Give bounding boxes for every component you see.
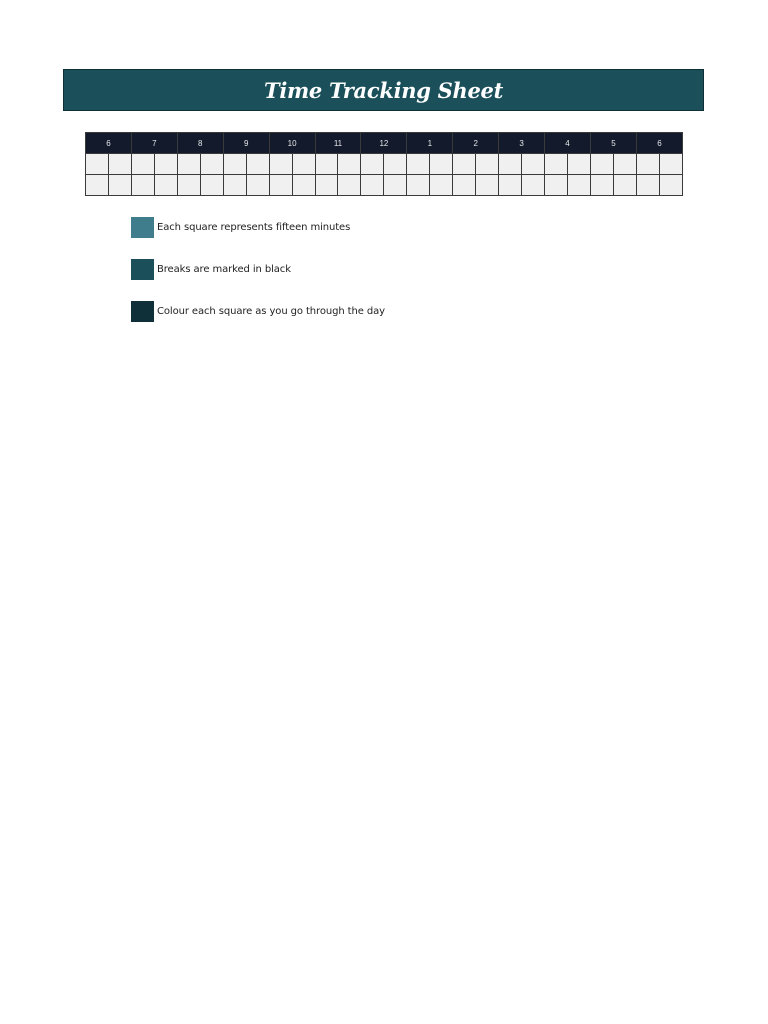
time-slot-cell[interactable] <box>246 154 269 175</box>
time-slot-cell[interactable] <box>223 154 246 175</box>
time-slot-cell[interactable] <box>659 154 682 175</box>
title-banner <box>63 69 704 111</box>
time-slot-cell[interactable] <box>522 154 545 175</box>
hour-label: 3 <box>499 133 545 154</box>
time-slot-cell[interactable] <box>246 175 269 196</box>
time-slot-cell[interactable] <box>384 154 407 175</box>
time-slot-cell[interactable] <box>108 175 131 196</box>
time-slot-cell[interactable] <box>108 154 131 175</box>
legend-text: Each square represents fifteen minutes <box>157 221 351 233</box>
time-slot-cell[interactable] <box>476 154 499 175</box>
legend-text: Breaks are marked in black <box>157 263 291 275</box>
time-slot-cell[interactable] <box>177 154 200 175</box>
time-slot-cell[interactable] <box>545 175 568 196</box>
hour-label: 9 <box>223 133 269 154</box>
legend-swatch <box>131 259 154 280</box>
time-slot-cell[interactable] <box>590 175 613 196</box>
time-slot-cell[interactable] <box>315 154 338 175</box>
hour-label: 8 <box>177 133 223 154</box>
hour-header-row <box>86 133 683 154</box>
time-slot-cell[interactable] <box>659 175 682 196</box>
time-slot-cell[interactable] <box>430 154 453 175</box>
time-slot-cell[interactable] <box>453 175 476 196</box>
hour-label: 10 <box>269 133 315 154</box>
time-slot-cell[interactable] <box>269 175 292 196</box>
hour-label: 12 <box>361 133 407 154</box>
hour-label: 5 <box>590 133 636 154</box>
time-slot-cell[interactable] <box>613 154 636 175</box>
time-slot-cell[interactable] <box>430 175 453 196</box>
time-slot-cell[interactable] <box>177 175 200 196</box>
legend-item <box>131 300 385 322</box>
time-slot-cell[interactable] <box>361 154 384 175</box>
time-slot-cell[interactable] <box>223 175 246 196</box>
time-slot-cell[interactable] <box>590 154 613 175</box>
time-slot-cell[interactable] <box>636 154 659 175</box>
time-slot-cell[interactable] <box>269 154 292 175</box>
hour-label: 6 <box>86 133 132 154</box>
page-title: Time Tracking Sheet <box>264 77 503 103</box>
legend-swatch <box>131 301 154 322</box>
time-slot-cell[interactable] <box>86 175 109 196</box>
time-slot-cell[interactable] <box>476 175 499 196</box>
legend-item <box>131 216 385 238</box>
legend-text: Colour each square as you go through the day <box>157 305 385 317</box>
time-slot-cell[interactable] <box>131 154 154 175</box>
hour-label: 7 <box>131 133 177 154</box>
time-slot-cell[interactable] <box>407 154 430 175</box>
time-slot-cell[interactable] <box>568 175 591 196</box>
time-slot-cell[interactable] <box>613 175 636 196</box>
time-slot-cell[interactable] <box>636 175 659 196</box>
hour-label: 4 <box>545 133 591 154</box>
time-slot-cell[interactable] <box>338 175 361 196</box>
time-slot-cell[interactable] <box>384 175 407 196</box>
slot-row <box>86 175 683 196</box>
time-slot-cell[interactable] <box>86 154 109 175</box>
time-slot-cell[interactable] <box>131 175 154 196</box>
legend <box>131 216 385 342</box>
time-slot-cell[interactable] <box>361 175 384 196</box>
time-slot-cell[interactable] <box>154 154 177 175</box>
hour-label: 1 <box>407 133 453 154</box>
hour-label: 6 <box>636 133 682 154</box>
time-slot-cell[interactable] <box>499 154 522 175</box>
time-slot-cell[interactable] <box>338 154 361 175</box>
time-slot-cell[interactable] <box>407 175 430 196</box>
legend-item <box>131 258 385 280</box>
time-slot-cell[interactable] <box>292 154 315 175</box>
time-slot-cell[interactable] <box>522 175 545 196</box>
legend-swatch <box>131 217 154 238</box>
time-slot-cell[interactable] <box>292 175 315 196</box>
time-slot-cell[interactable] <box>453 154 476 175</box>
time-slot-cell[interactable] <box>499 175 522 196</box>
hour-label: 11 <box>315 133 361 154</box>
time-slot-cell[interactable] <box>200 154 223 175</box>
time-slot-cell[interactable] <box>545 154 568 175</box>
slot-row <box>86 154 683 175</box>
time-slot-cell[interactable] <box>568 154 591 175</box>
time-slot-cell[interactable] <box>154 175 177 196</box>
hour-label: 2 <box>453 133 499 154</box>
time-grid <box>85 132 683 196</box>
time-slot-cell[interactable] <box>315 175 338 196</box>
time-slot-cell[interactable] <box>200 175 223 196</box>
